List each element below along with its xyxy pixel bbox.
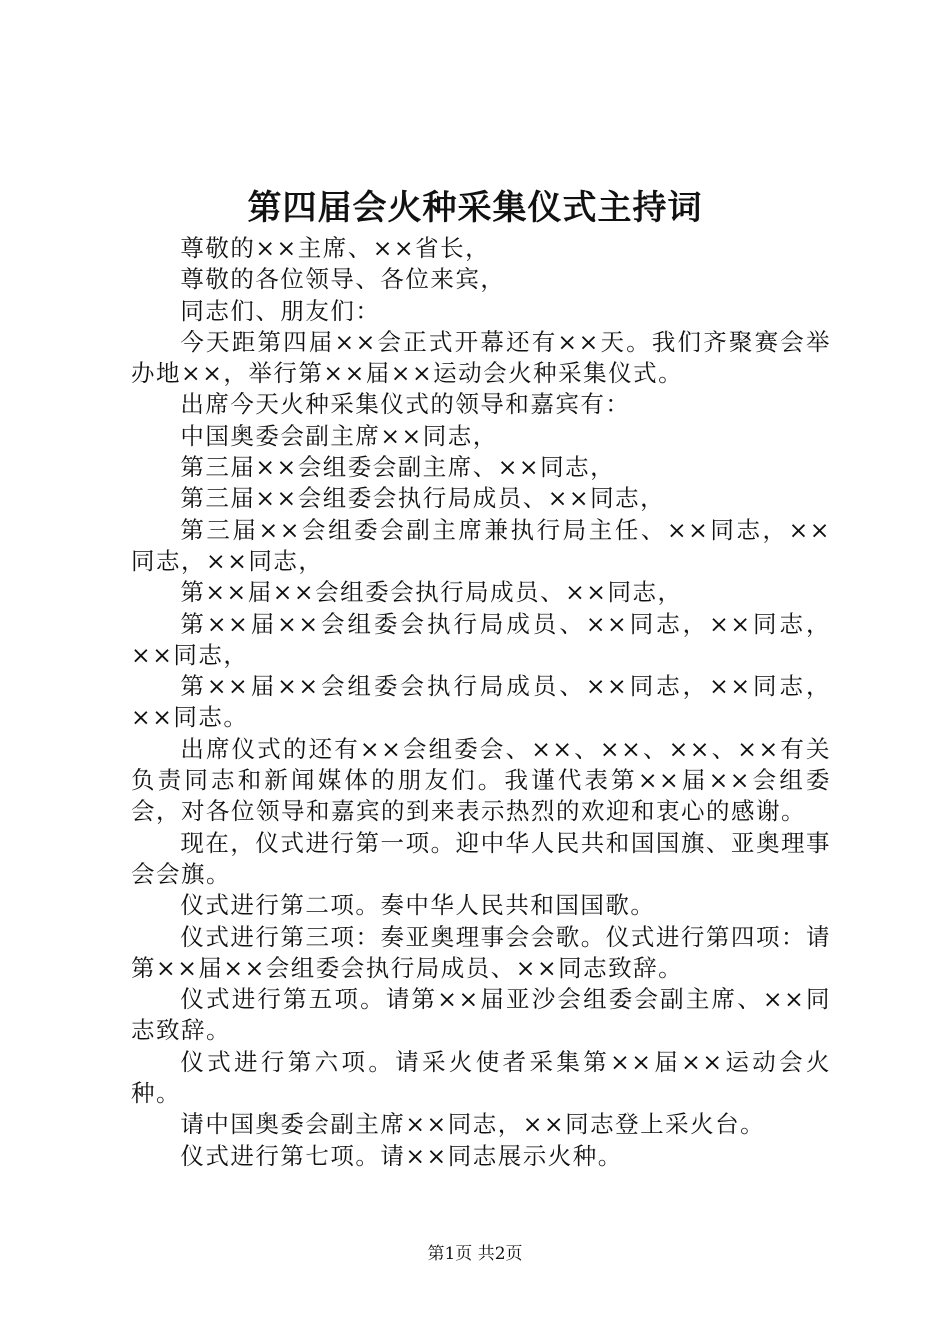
paragraph: 出席今天火种采集仪式的领导和嘉宾有： <box>180 390 631 419</box>
paragraph: 第××届××会组委会执行局成员、××同志， <box>180 578 683 607</box>
paragraph: 仪式进行第二项。奏中华人民共和国国歌。 <box>180 891 656 920</box>
paragraph: 仪式进行第三项：奏亚奥理事会会歌。仪式进行第四项：请第××届××会组委会执行局成员、××同志致辞。 <box>131 922 831 982</box>
paragraph: 第三届××会组委会执行局成员、××同志， <box>180 484 666 513</box>
paragraph: 第××届××会组委会执行局成员、××同志，××同志，××同志， <box>131 609 831 669</box>
paragraph: 今天距第四届××会正式开幕还有××天。我们齐聚赛会举办地××，举行第××届××运动会火种采集仪式。 <box>131 327 831 388</box>
document-title: 第四届会火种采集仪式主持词 <box>247 188 703 228</box>
page-number: 第1页 共2页 <box>427 1244 523 1264</box>
document-body <box>131 233 831 1172</box>
paragraph: 第××届××会组委会执行局成员、××同志，××同志，××同志。 <box>131 672 831 732</box>
paragraph: 同志们、朋友们： <box>180 296 381 325</box>
paragraph: 尊敬的××主席、××省长， <box>180 234 491 262</box>
paragraph: 仪式进行第五项。请第××届亚沙会组委会副主席、××同志致辞。 <box>131 985 831 1045</box>
paragraph: 仪式进行第六项。请采火使者采集第××届××运动会火种。 <box>131 1047 831 1108</box>
paragraph: 请中国奥委会副主席××同志，××同志登上采火台。 <box>180 1110 766 1139</box>
paragraph: 第三届××会组委会副主席、××同志， <box>180 453 616 482</box>
paragraph: 现在，仪式进行第一项。迎中华人民共和国国旗、亚奥理事会会旗。 <box>131 828 831 888</box>
paragraph: 第三届××会组委会副主席兼执行局主任、××同志，××同志，××同志， <box>131 515 831 575</box>
paragraph: 仪式进行第七项。请××同志展示火种。 <box>180 1141 623 1170</box>
paragraph: 尊敬的各位领导、各位来宾， <box>180 265 506 294</box>
paragraph: 中国奥委会副主席××同志， <box>180 421 498 450</box>
paragraph: 出席仪式的还有××会组委会、××、××、××、××有关负责同志和新闻媒体的朋友们。我谨代表第××届××会组委会，对各位领导和嘉宾的到来表示热烈的欢迎和衷心的感谢。 <box>131 734 831 826</box>
